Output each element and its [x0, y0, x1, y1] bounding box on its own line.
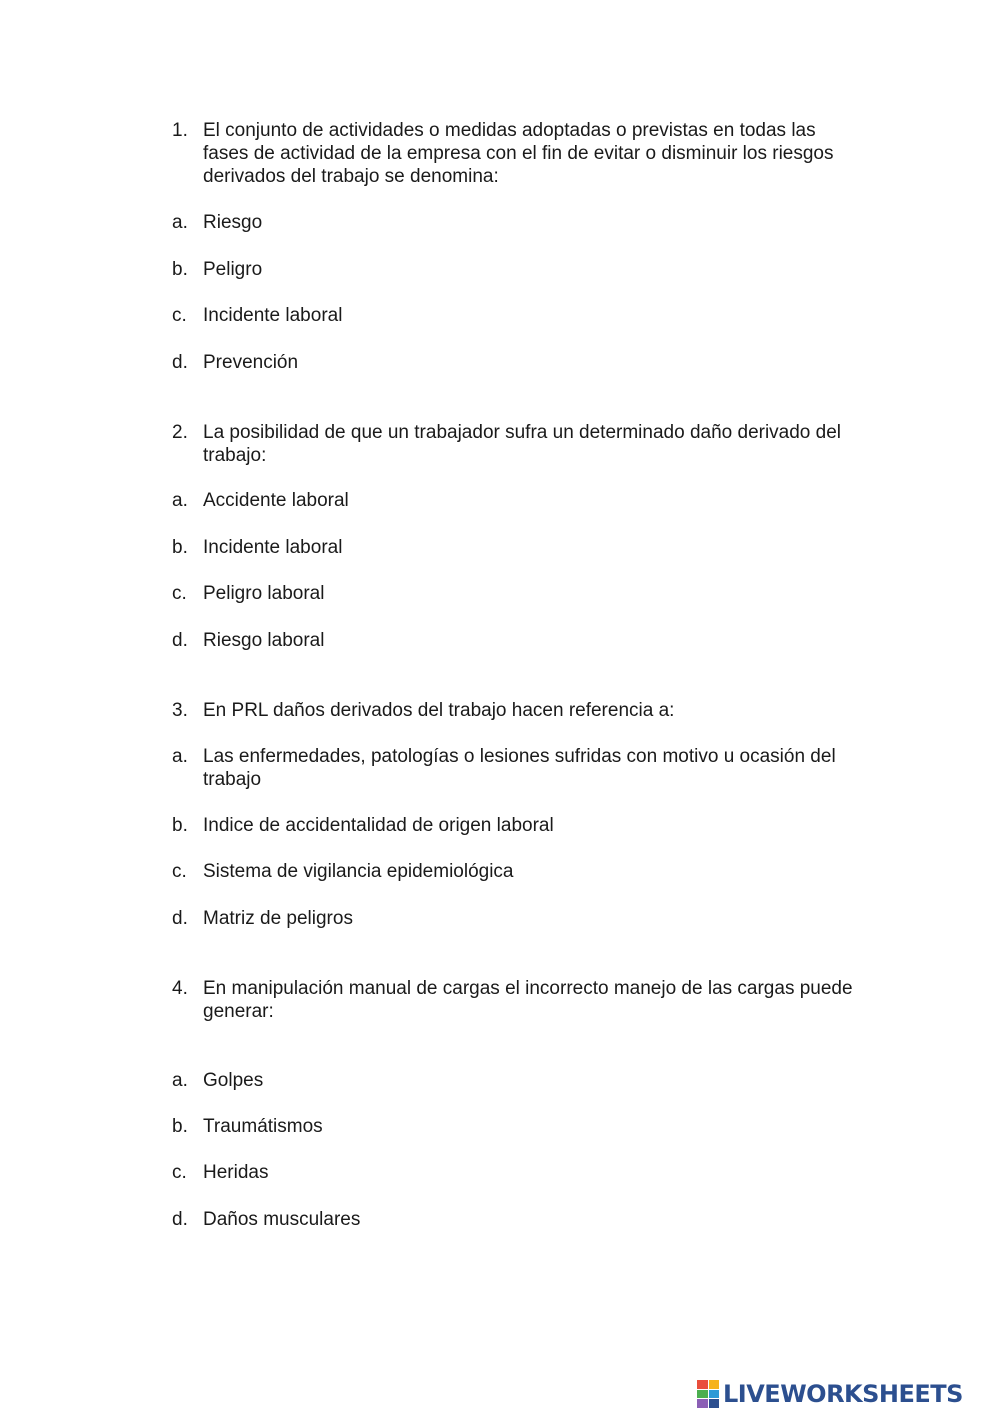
option-letter: c. [172, 305, 187, 326]
question-text: La posibilidad de que un trabajador sufra un determinado daño derivado del trabajo: [203, 422, 842, 466]
option-letter: d. [172, 908, 188, 929]
option-letter: b. [172, 1116, 188, 1137]
option-text: Golpes [203, 1070, 264, 1091]
option-letter: a. [172, 746, 188, 767]
option-text: Traumátismos [203, 1116, 323, 1137]
question-number: 1. [172, 120, 188, 141]
option-letter: a. [172, 490, 188, 511]
option-text: Daños musculares [203, 1209, 361, 1230]
option-letter: a. [172, 212, 188, 233]
question-text: El conjunto de actividades o medidas adoptadas o previstas en todas las fases de actividad de la empresa con el fin de evitar o disminuir los riesgos derivados del trabajo se denomina: [203, 120, 834, 187]
option-text: Riesgo [203, 212, 263, 233]
question-text: En manipulación manual de cargas el incorrecto manejo de las cargas puede generar: [203, 978, 853, 1022]
question-number: 4. [172, 978, 188, 999]
option-text: Indice de accidentalidad de origen laboral [203, 815, 554, 836]
option-letter: b. [172, 815, 188, 836]
option-text: Prevención [203, 352, 299, 373]
question-number: 2. [172, 422, 188, 443]
option-text: Matriz de peligros [203, 908, 353, 929]
question-text: En PRL daños derivados del trabajo hacen referencia a: [203, 700, 675, 721]
option-letter: c. [172, 1162, 187, 1183]
option-letter: b. [172, 537, 188, 558]
logo-text: LIVEWORKSHEETS [723, 1380, 963, 1408]
option-text: Las enfermedades, patologías o lesiones sufridas con motivo u ocasión del trabajo [203, 746, 836, 790]
option-letter: c. [172, 583, 187, 604]
option-text: Incidente laboral [203, 305, 343, 326]
option-text: Accidente laboral [203, 490, 349, 511]
option-letter: c. [172, 861, 187, 882]
option-text: Peligro [203, 259, 263, 280]
option-letter: a. [172, 1070, 188, 1091]
option-letter: b. [172, 259, 188, 280]
option-letter: d. [172, 352, 188, 373]
option-text: Peligro laboral [203, 583, 325, 604]
option-text: Sistema de vigilancia epidemiológica [203, 861, 514, 882]
option-text: Heridas [203, 1162, 269, 1183]
option-letter: d. [172, 1209, 188, 1230]
option-text: Incidente laboral [203, 537, 343, 558]
option-text: Riesgo laboral [203, 630, 325, 651]
logo-mark-icon [697, 1380, 719, 1408]
question-number: 3. [172, 700, 188, 721]
option-letter: d. [172, 630, 188, 651]
liveworksheets-logo [697, 1379, 995, 1409]
